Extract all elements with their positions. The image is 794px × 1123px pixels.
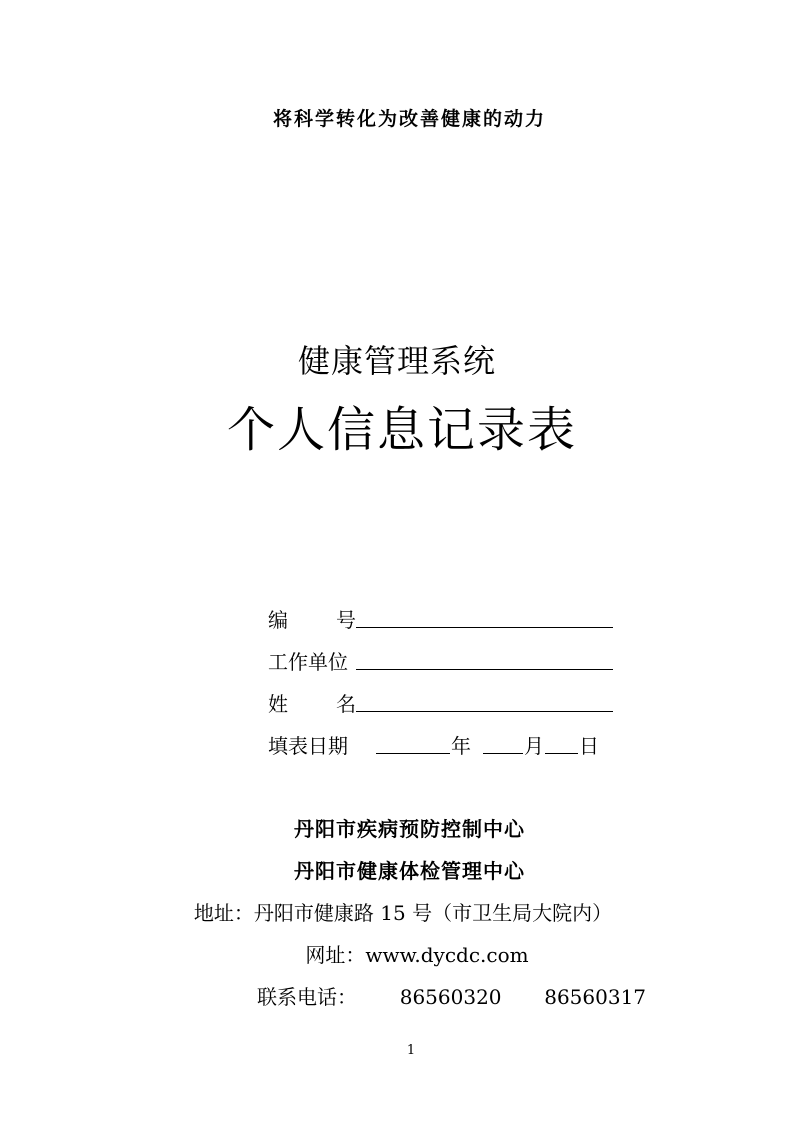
number-label-part-1: 编 xyxy=(268,608,288,632)
workplace-field-label: 工作单位 xyxy=(268,650,348,674)
organization-name-2: 丹阳市健康体检管理中心 xyxy=(294,859,525,883)
system-title: 健康管理系统 xyxy=(297,342,496,380)
phone-label: 联系电话： xyxy=(257,985,357,1009)
fill-date-label: 填表日期 xyxy=(268,734,348,758)
fill-date-month-line[interactable] xyxy=(483,753,523,754)
number-input-line[interactable] xyxy=(356,627,613,628)
name-input-line[interactable] xyxy=(356,711,613,712)
fill-date-day-unit: 日 xyxy=(579,734,599,758)
number-label-part-2: 号 xyxy=(336,608,356,632)
organization-name-1: 丹阳市疾病预防控制中心 xyxy=(294,817,525,841)
name-field-label xyxy=(268,688,356,717)
fill-date-year-line[interactable] xyxy=(376,753,450,754)
name-label-part-2: 名 xyxy=(336,692,356,716)
organization-address: 地址：丹阳市健康路 15 号（市卫生局大院内） xyxy=(193,901,613,925)
fill-date-day-line[interactable] xyxy=(545,753,578,754)
form-title: 个人信息记录表 xyxy=(226,402,577,458)
slogan: 将科学转化为改善健康的动力 xyxy=(272,108,546,130)
fill-date-field-row xyxy=(268,730,608,758)
name-label-part-1: 姓 xyxy=(268,692,288,716)
fill-date-month-unit: 月 xyxy=(524,734,544,758)
workplace-input-line[interactable] xyxy=(356,669,613,670)
organization-phone-row xyxy=(257,981,646,1010)
fill-date-year-unit: 年 xyxy=(451,734,471,758)
phone-number-1: 86560320 xyxy=(399,985,502,1009)
phone-number-2: 86560317 xyxy=(544,985,647,1009)
organization-website[interactable]: 网址：www.dycdc.com xyxy=(305,943,529,967)
page-number: 1 xyxy=(406,1043,416,1058)
number-field-label xyxy=(268,604,356,633)
